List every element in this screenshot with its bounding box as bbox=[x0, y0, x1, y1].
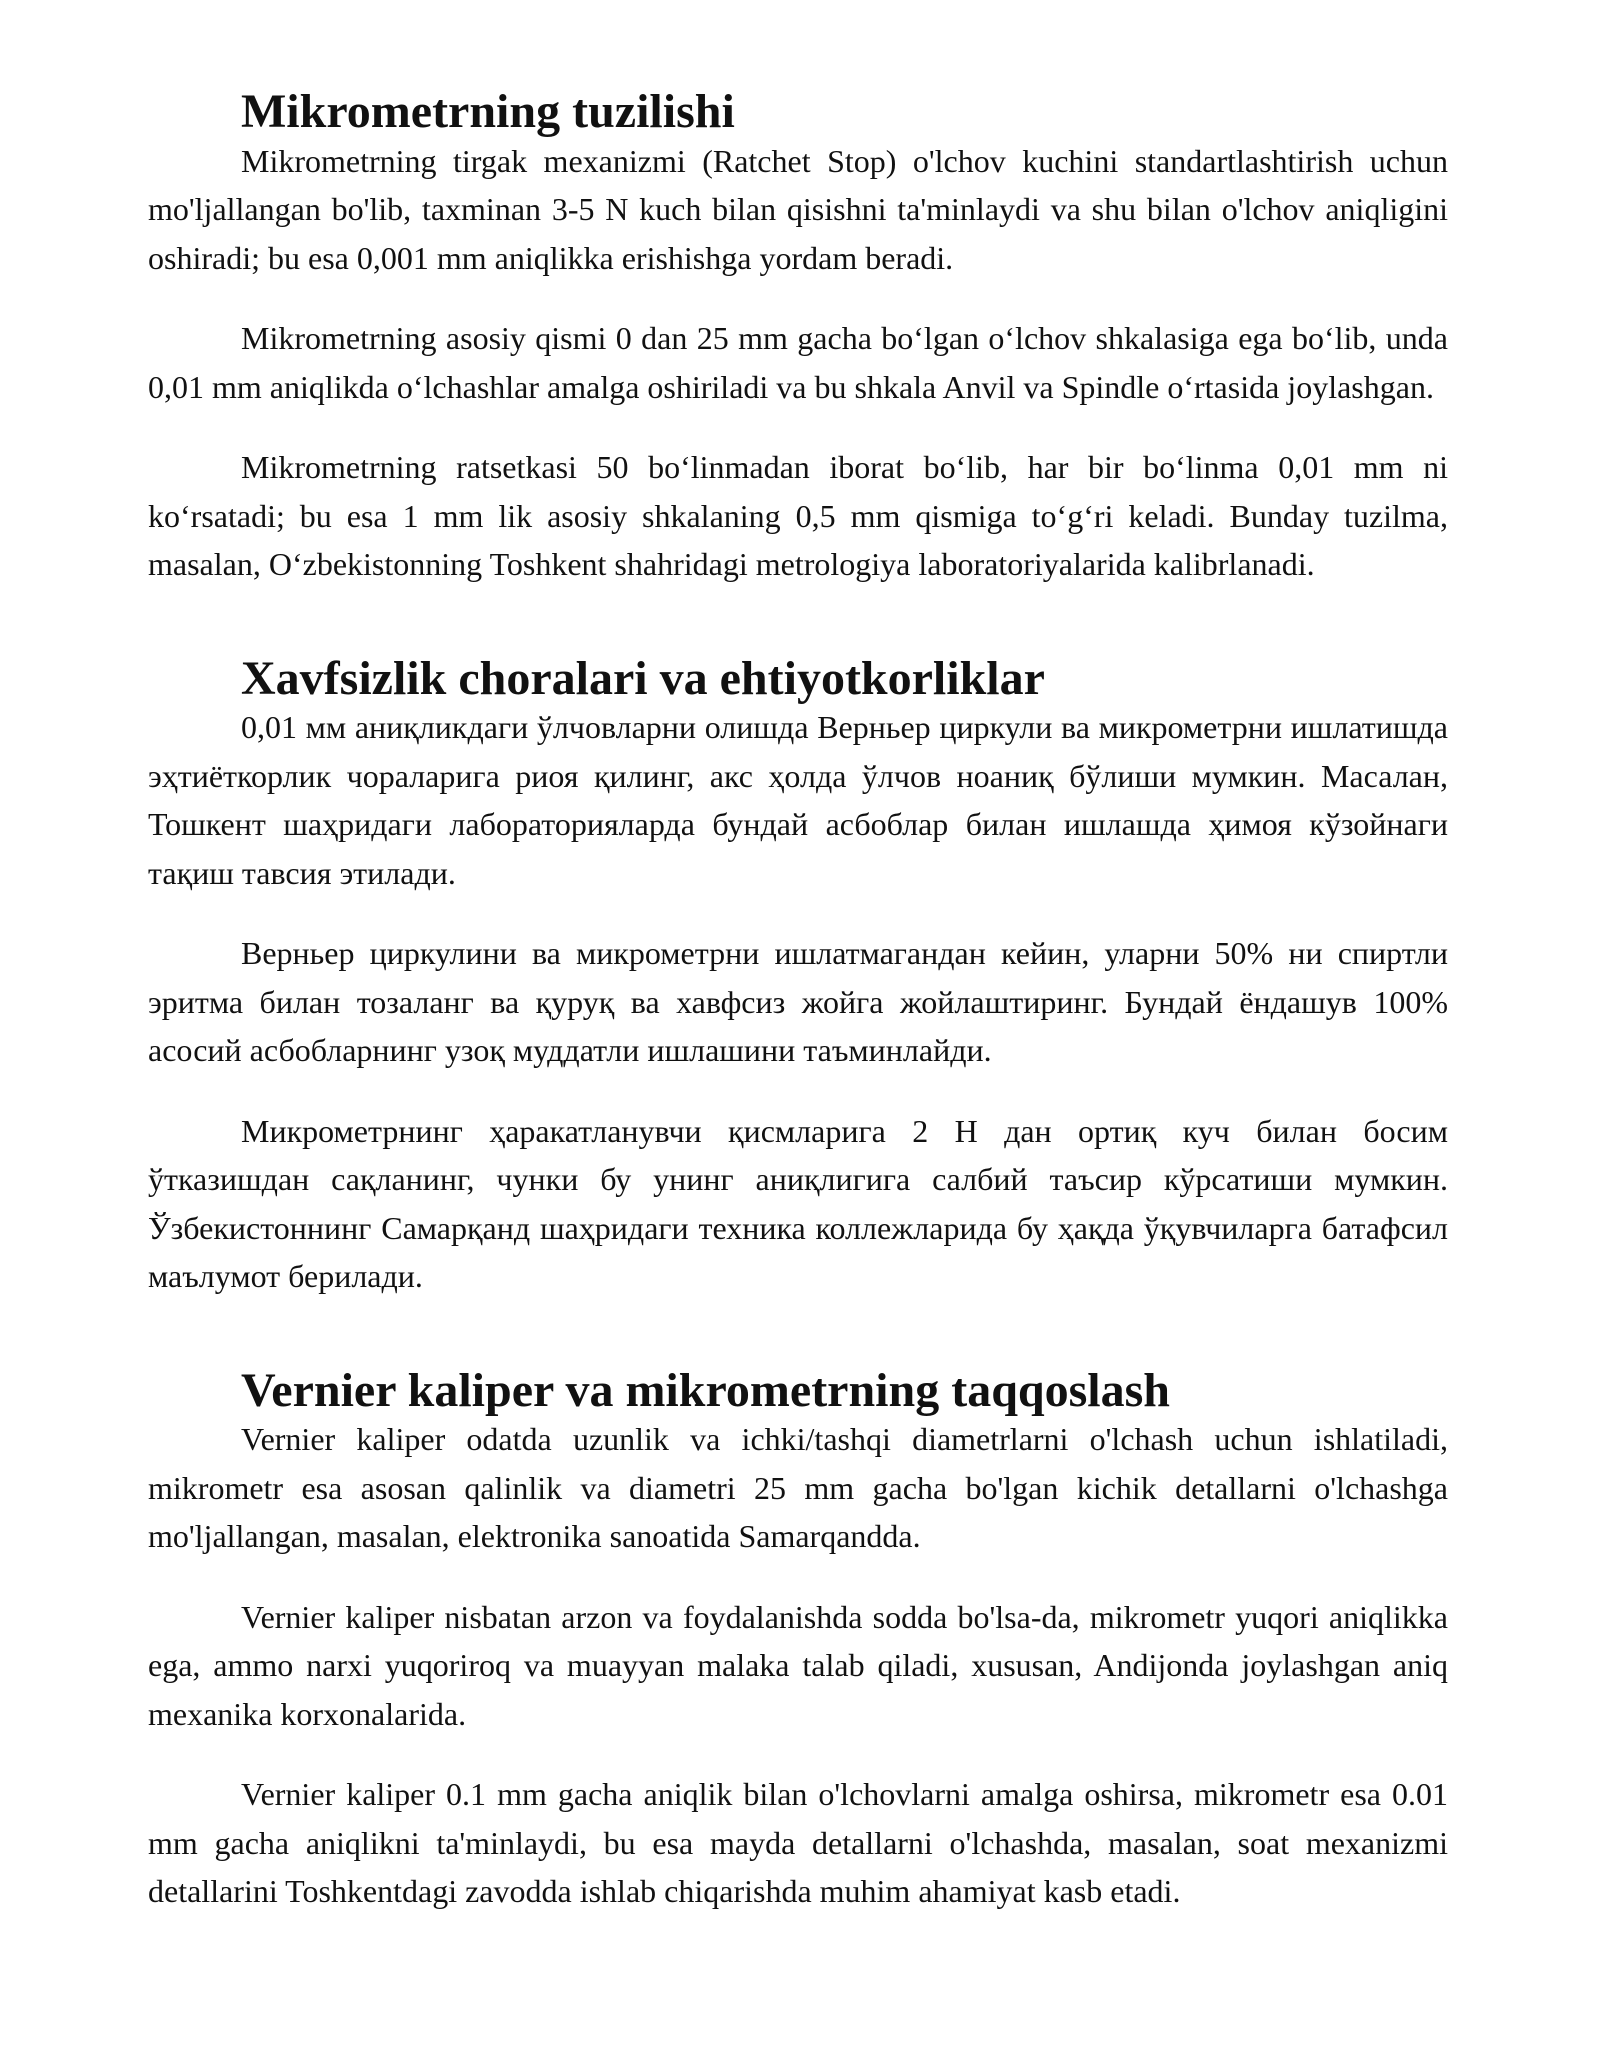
section-title-safety: Xavfsizlik choralari va ehtiyotkorliklar bbox=[241, 651, 1045, 705]
paragraph: Vernier kaliper odatda uzunlik va ichki/tashqi diametrlarni o'lchash uchun ishlatiladi, mikrometr esa asosan qalinlik va diametri 25 mm gacha bo'lgan kichik detallarni o'lchashga mo'ljallangan, masalan, elektronika sanoatida Samarqandda. bbox=[148, 1421, 1448, 1554]
document-page bbox=[148, 85, 1448, 1916]
paragraph: Vernier kaliper nisbatan arzon va foydalanishda sodda bo'lsa-da, mikrometr yuqori aniqlikka ega, ammo narxi yuqoriroq va muayyan malaka talab qiladi, xususan, Andijonda joylashgan aniq mexanika korxonalarida. bbox=[148, 1598, 1448, 1732]
paragraph: Mikrometrning asosiy qismi 0 dan 25 mm gacha bo‘lgan o‘lchov shkalasiga ega bo‘lib, unda 0,01 mm aniqlikda o‘lchashlar amalga oshiriladi va bu shkala Anvil va Spindle o‘rtasida joylashgan. bbox=[148, 320, 1448, 405]
paragraph: Vernier kaliper 0.1 mm gacha aniqlik bilan o'lchovlarni amalga oshirsa, mikrometr esa 0.01 mm gacha aniqlikni ta'minlaydi, bu esa mayda detallarni o'lchashda, masalan, soat mexanizmi detallarini Toshkentdagi zavodda ishlab chiqarishda muhim ahamiyat kasb etadi. bbox=[148, 1776, 1448, 1909]
section-title-micrometer-structure: Mikrometrning tuzilishi bbox=[241, 85, 735, 138]
paragraph: Mikrometrning tirgak mexanizmi (Ratchet Stop) o'lchov kuchini standartlashtirish uchun mo'ljallangan bo'lib, taxminan 3-5 N kuch bilan qisishni ta'minlaydi va shu bilan o'lchov aniqligini oshiradi; bu esa 0,001 mm aniqlikka erishishga yordam beradi. bbox=[148, 142, 1448, 276]
paragraph: Mikrometrning ratsetkasi 50 bo‘linmadan iborat bo‘lib, har bir bo‘linma 0,01 mm ni ko‘rsatadi; bu esa 1 mm lik asosiy shkalaning 0,5 mm qismiga to‘g‘ri keladi. Bunday tuzilma, masalan, O‘zbekistonning Toshkent shahridagi metrologiya laboratoriyalarida kalibrlanadi. bbox=[148, 449, 1448, 582]
paragraph: Микрометрнинг ҳаракатланувчи қисмларига 2 Н дан ортиқ куч билан босим ўтказишдан сақланинг, чунки бу унинг аниқлигига салбий таъсир кўрсатиши мумкин. Ўзбекистоннинг Самарқанд шаҳридаги техника коллежларида бу ҳақда ўқувчиларга батафсил маълумот берилади. bbox=[148, 1112, 1448, 1294]
paragraph: 0,01 мм аниқликдаги ўлчовларни олишда Верньер циркули ва микрометрни ишлатишда эҳтиёткорлик чораларига риоя қилинг, акс ҳолда ўлчов ноаниқ бўлиши мумкин. Масалан, Тошкент шаҳридаги лабораторияларда бундай асбоблар билан ишлашда ҳимоя кўзойнаги тақиш тавсия этилади. bbox=[148, 709, 1448, 891]
section-title-comparison: Vernier kaliper va mikrometrning taqqoslash bbox=[241, 1363, 1170, 1417]
paragraph: Верньер циркулини ва микрометрни ишлатмагандан кейин, уларни 50% ни спиртли эритма билан тозаланг ва қуруқ ва хавфсиз жойга жойлаштиринг. Бундай ёндашув 100% асосий асбобларнинг узоқ муддатли ишлашини таъминлайди. bbox=[148, 935, 1448, 1068]
